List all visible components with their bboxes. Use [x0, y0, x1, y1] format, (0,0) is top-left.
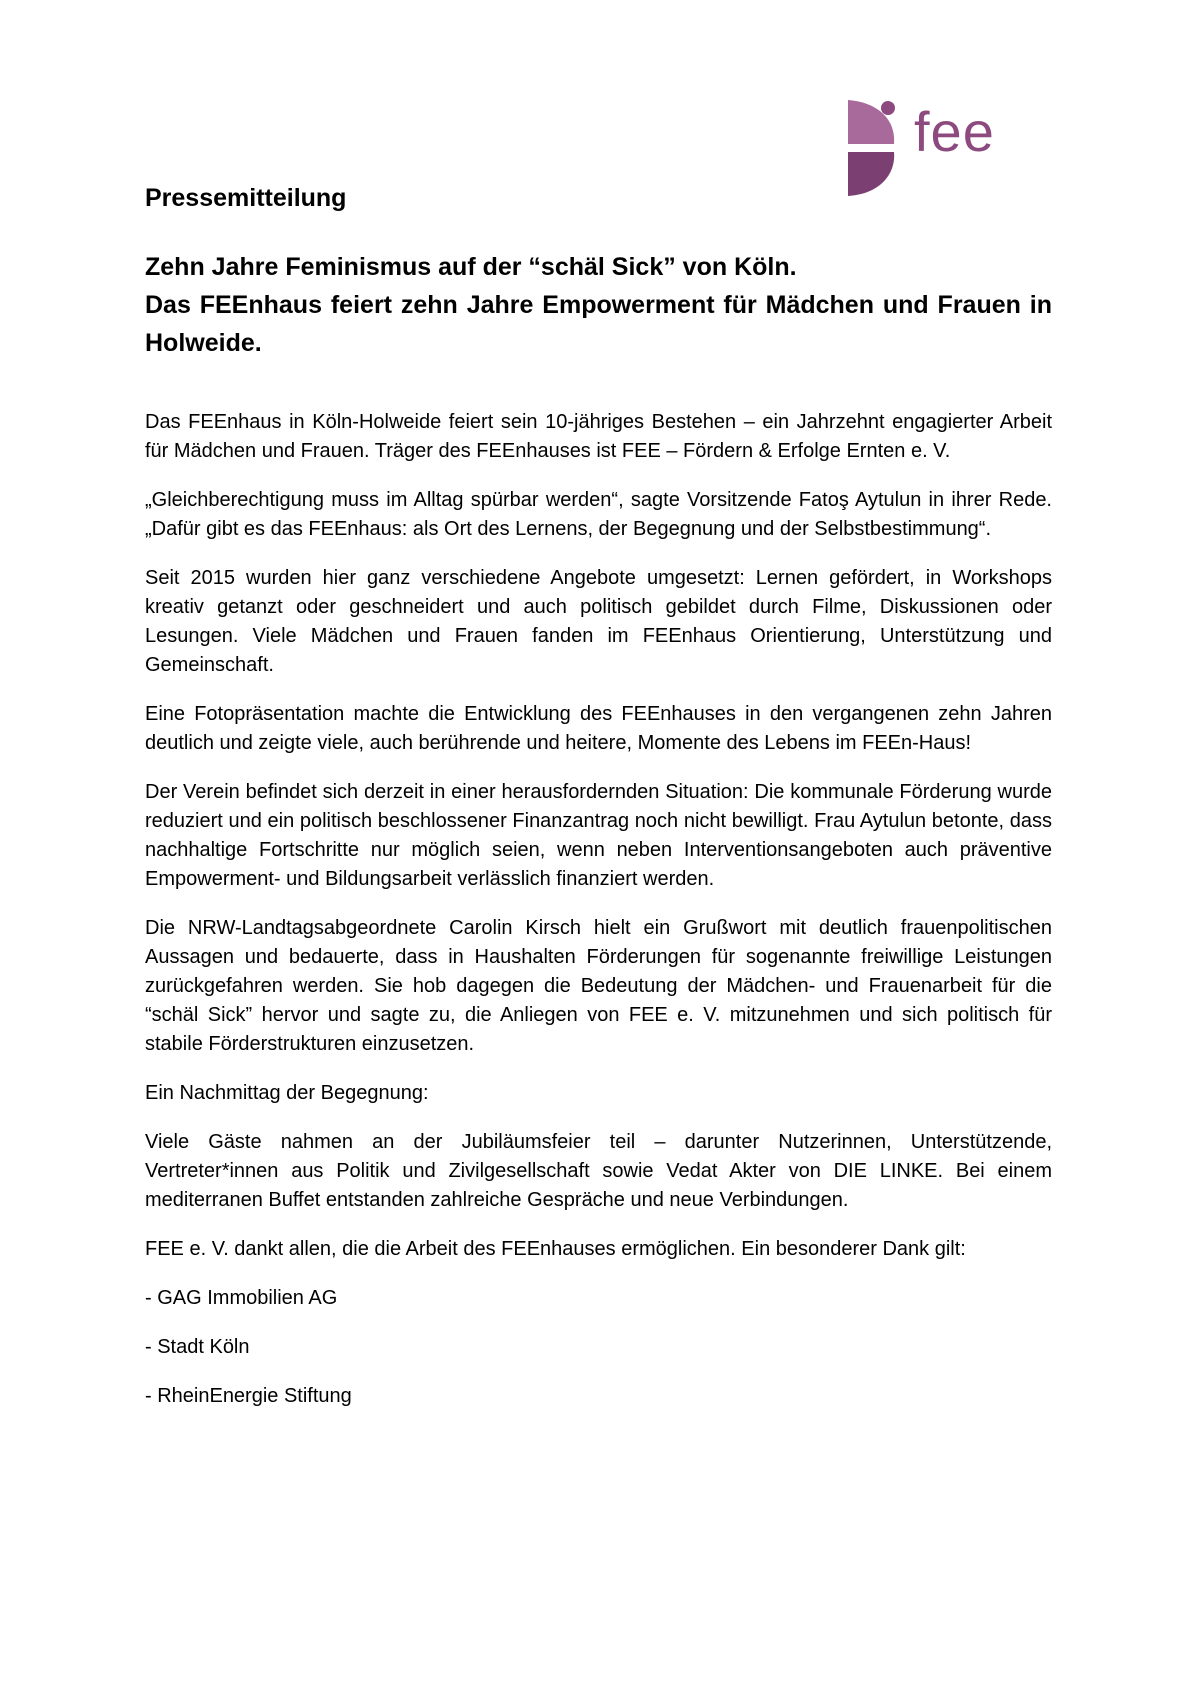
paragraph-greeting: Die NRW-Landtagsabgeordnete Carolin Kirsch hielt ein Grußwort mit deutlich frauenpolitischen Aussagen und bedauerte, dass in Haushalten Förderungen für sogenannte freiwillige Leistungen zurückgefahren werden. Sie hob dagegen die Bedeutung der Mädchen- und Frauenarbeit für die “schäl Sick” hervor und sagte zu, die Anliegen von FEE e. V. mitzunehmen und sich politisch für stabile Förderstrukturen einzusetzen. [145, 917, 1052, 1055]
thanks-list-item: - Stadt Köln [145, 1336, 250, 1358]
paragraph-photo-presentation: Eine Fotopräsentation machte die Entwicklung des FEEnhauses in den vergangenen zehn Jahren deutlich und zeigte viele, auch berührende und heitere, Momente des Lebens im FEEn-Haus! [145, 703, 1052, 754]
logo-wordmark: fee [914, 100, 995, 163]
paragraph-funding-situation: Der Verein befindet sich derzeit in einer herausfordernden Situation: Die kommunale Förderung wurde reduziert und ein politisch beschlossener Finanzantrag noch nicht bewilligt. Frau Aytulun betonte, dass nachhaltige Fortschritte nur möglich seien, wenn neben Interventionsangeboten auch präventive Empowerment- und Bildungsarbeit verlässlich finanziert werden. [145, 781, 1052, 890]
paragraph-offers: Seit 2015 wurden hier ganz verschiedene Angebote umgesetzt: Lernen gefördert, in Workshops kreativ getanzt oder geschneidert und auch politisch gebildet durch Filme, Diskussionen oder Lesungen. Viele Mädchen und Frauen fanden im FEEnhaus Orientierung, Unterstützung und Gemeinschaft. [145, 567, 1052, 676]
thanks-list-item: - GAG Immobilien AG [145, 1287, 338, 1309]
headline-line-1: Zehn Jahre Feminismus auf der “schäl Sick” von Köln. [145, 253, 797, 281]
paragraph-subheading: Ein Nachmittag der Begegnung: [145, 1082, 429, 1104]
logo-dot [881, 101, 895, 115]
headline [145, 248, 1052, 362]
paragraph-intro: Das FEEnhaus in Köln-Holweide feiert sein 10-jähriges Bestehen – ein Jahrzehnt engagierter Arbeit für Mädchen und Frauen. Träger des FEEnhauses ist FEE – Fördern & Erfolge Ernten e. V. [145, 411, 1052, 462]
thanks-list-item: - RheinEnergie Stiftung [145, 1385, 352, 1407]
headline-line-2: Das FEEnhaus feiert zehn Jahre Empowerment für Mädchen und Frauen in Holweide. [145, 291, 1052, 357]
paragraph-thanks: FEE e. V. dankt allen, die die Arbeit des FEEnhauses ermöglichen. Ein besonderer Dank gilt: [145, 1238, 966, 1260]
press-release [145, 182, 1052, 1431]
paragraph-guests: Viele Gäste nahmen an der Jubiläumsfeier teil – darunter Nutzerinnen, Unterstützende, Vertreter*innen aus Politik und Zivilgesellschaft sowie Vedat Akter von DIE LINKE. Bei einem mediterranen Buffet entstanden zahlreiche Gespräche und neue Verbindungen. [145, 1131, 1052, 1211]
document-label: Pressemitteilung [145, 184, 347, 212]
paragraph-quote: „Gleichberechtigung muss im Alltag spürbar werden“, sagte Vorsitzende Fatoş Aytulun in ihrer Rede. „Dafür gibt es das FEEnhaus: als Ort des Lernens, der Begegnung und der Selbstbestimmung“. [145, 489, 1052, 540]
